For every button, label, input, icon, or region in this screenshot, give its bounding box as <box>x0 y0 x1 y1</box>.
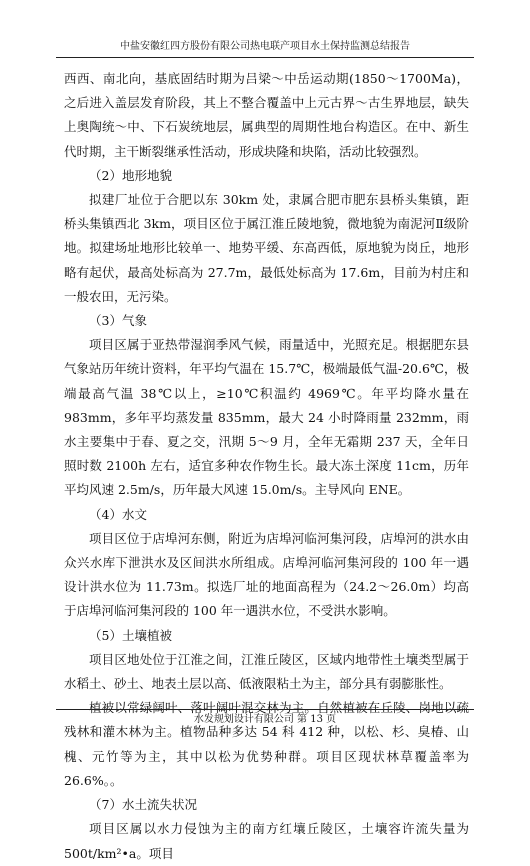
paragraph-climate: 项目区属于亚热带湿润季风气候，雨量适中，光照充足。根据肥东县气象站历年统计资料，年平均气温在 15.7℃，极端最低气温-20.6℃，极端最高气温 38℃以上，≥10℃积温约 4969℃。年平均降水量在 983mm，多年平均蒸发量 835mm，最大 24 小时降雨量 232mm，雨水主要集中于春、夏之交，汛期 5～9 月，全年无霜期 237 天，全年日照时数 2100h 左右，适宜多种农作物生长。最大冻土深度 11cm，历年平均风速 2.5m/s，历年最大风速 15.0m/s。主导风向 ENE。 <box>64 337 469 498</box>
paragraph-soil: 项目区地处位于江淮之间，江淮丘陵区，区域内地带性土壤类型属于水稻土、砂土、地表土层以高、低液限粘土为主，部分具有弱膨胀性。 <box>64 651 469 692</box>
paragraph-geology: 西西、南北向，基底固结时期为吕梁～中岳运动期(1850～1700Ma)，之后进入盖层发育阶段，其上不整合覆盖中上元古界～古生界地层，缺失上奥陶统～中、下石炭统地层，属典型的周期性地台构造区。在中、新生代时期，主干断裂继承性活动，形成块隆和块陷，活动比较强烈。 <box>64 71 469 159</box>
heading-climate: （3）气象 <box>89 313 147 329</box>
footer-text: 水发规划设计有限公司 第 13 页 <box>193 714 337 725</box>
page-footer <box>56 709 474 727</box>
paragraph-vegetation: 植被以常绿阔叶、落叶阔叶混交林为主。自然植被在丘陵、岗地以疏残林和灌木林为主。植物品种多达 54 科 412 种，以松、杉、臭椿、山槐、元竹等为主，其中以松为优势种群。项目区现状林草覆盖率为 26.6%。。 <box>64 700 469 788</box>
paragraph-erosion: 项目区属以水力侵蚀为主的南方红壤丘陵区，土壤容许流失量为 500t/km²•a。项目 <box>64 821 469 861</box>
page-header <box>56 40 474 58</box>
header-title: 中盐安徽红四方股份有限公司热电联产项目水土保持监测总结报告 <box>120 41 410 52</box>
heading-soil-vegetation: （5）土壤植被 <box>89 627 172 643</box>
heading-terrain: （2）地形地貌 <box>89 167 172 183</box>
document-body <box>64 67 469 866</box>
heading-erosion: （7）水土流失状况 <box>89 797 197 813</box>
heading-hydrology: （4）水文 <box>89 506 147 522</box>
paragraph-terrain: 拟建厂址位于合肥以东 30km 处，隶属合肥市肥东县桥头集镇，距桥头集镇西北 3km，项目区位于属江淮丘陵地貌，微地貌为南泥河Ⅱ级阶地。拟建场址地形比较单一、地势平缓、东高西低，原地貌为岗丘，地形略有起伏，最高处标高为 27.7m，最低处标高为 17.6m，目前为村庄和一般农田，无污染。 <box>64 192 469 304</box>
paragraph-hydrology: 项目区位于店埠河东侧，附近为店埠河临河集河段，店埠河的洪水由众兴水库下泄洪水及区间洪水所组成。店埠河临河集河段的 100 年一遇设计洪水位为 11.73m。拟选厂址的地面高程为（24.2～26.0m）均高于店埠河临河集河段的 100 年一遇洪水位，不受洪水影响。 <box>64 530 469 619</box>
